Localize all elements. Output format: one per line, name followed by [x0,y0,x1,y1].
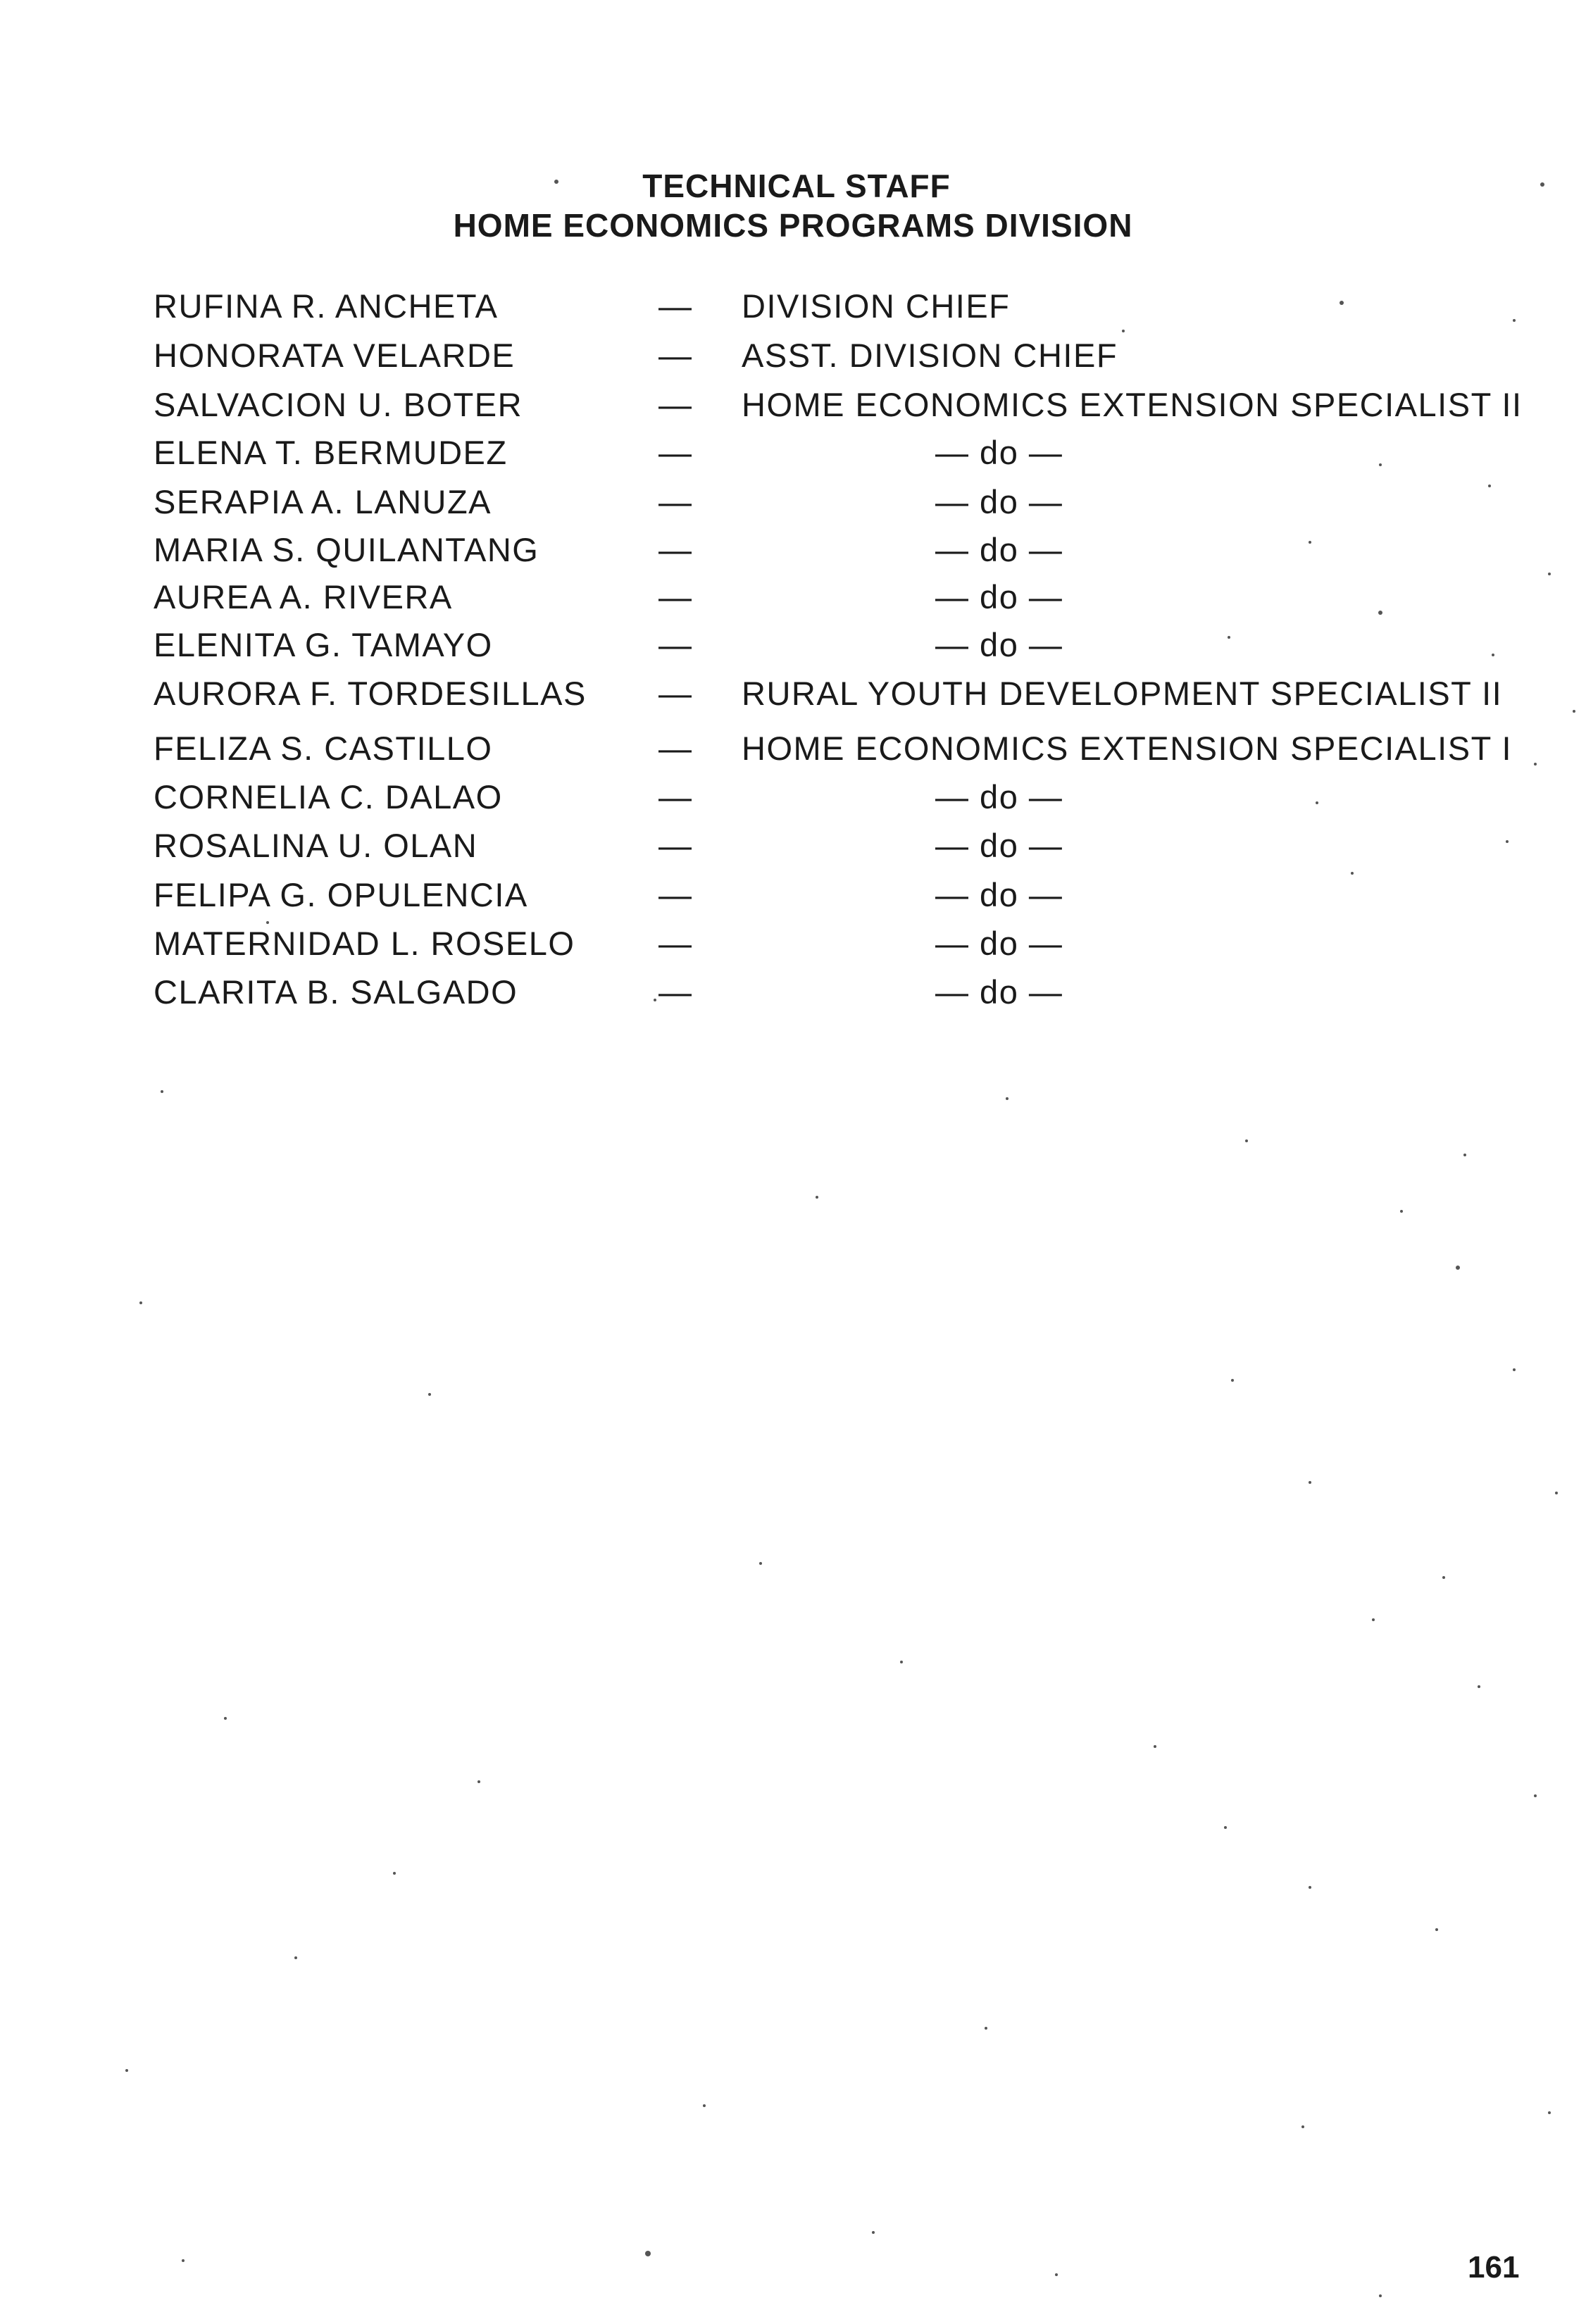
staff-dash: — [658,578,693,616]
staff-position: — do — [935,434,1063,471]
staff-name: MATERNIDAD L. ROSELO [154,925,575,962]
staff-dash: — [658,287,693,325]
staff-dash: — [658,483,693,520]
staff-name: ELENITA G. TAMAYO [154,626,493,663]
staff-position: — do — [935,531,1063,568]
staff-row [0,973,1586,1015]
page-number: 161 [1468,2250,1520,2285]
staff-position: DIVISION CHIEF [742,287,1011,325]
staff-dash: — [658,925,693,962]
staff-name: MARIA S. QUILANTANG [154,531,539,568]
staff-name: CLARITA B. SALGADO [154,973,518,1011]
staff-position: — do — [935,483,1063,520]
staff-row [0,729,1586,771]
staff-position: RURAL YOUTH DEVELOPMENT SPECIALIST II [742,675,1503,712]
staff-name: SERAPIA A. LANUZA [154,483,492,520]
staff-row [0,625,1586,668]
staff-dash: — [658,386,693,423]
staff-row [0,826,1586,868]
staff-dash: — [658,675,693,712]
staff-row [0,777,1586,820]
staff-row [0,385,1586,427]
staff-row [0,433,1586,475]
staff-dash: — [658,973,693,1011]
staff-row [0,287,1586,329]
staff-position: — do — [935,626,1063,663]
staff-dash: — [658,531,693,568]
staff-row [0,674,1586,716]
staff-dash: — [658,337,693,374]
staff-name: RUFINA R. ANCHETA [154,287,499,325]
staff-row [0,530,1586,573]
heading-technical-staff: TECHNICAL STAFF [642,168,951,204]
staff-row [0,482,1586,525]
staff-position: — do — [935,973,1063,1011]
staff-position: ASST. DIVISION CHIEF [742,337,1118,374]
staff-row [0,577,1586,620]
staff-position: — do — [935,827,1063,864]
staff-position: — do — [935,578,1063,616]
staff-position: — do — [935,778,1063,816]
staff-name: ELENA T. BERMUDEZ [154,434,508,471]
staff-dash: — [658,778,693,816]
staff-position: HOME ECONOMICS EXTENSION SPECIALIST I [742,730,1513,767]
staff-position: HOME ECONOMICS EXTENSION SPECIALIST II [742,386,1523,423]
staff-name: HONORATA VELARDE [154,337,516,374]
staff-row [0,875,1586,918]
staff-row [0,336,1586,378]
staff-name: FELIZA S. CASTILLO [154,730,493,767]
staff-dash: — [658,626,693,663]
staff-name: ROSALINA U. OLAN [154,827,478,864]
staff-row [0,924,1586,966]
staff-position: — do — [935,925,1063,962]
staff-name: CORNELIA C. DALAO [154,778,503,816]
staff-dash: — [658,876,693,913]
staff-dash: — [658,434,693,471]
staff-name: AUREA A. RIVERA [154,578,453,616]
staff-dash: — [658,827,693,864]
staff-name: AURORA F. TORDESILLAS [154,675,587,712]
staff-name: FELIPA G. OPULENCIA [154,876,528,913]
staff-position: — do — [935,876,1063,913]
staff-dash: — [658,730,693,767]
staff-name: SALVACION U. BOTER [154,386,523,423]
heading-division-name: HOME ECONOMICS PROGRAMS DIVISION [453,207,1133,244]
